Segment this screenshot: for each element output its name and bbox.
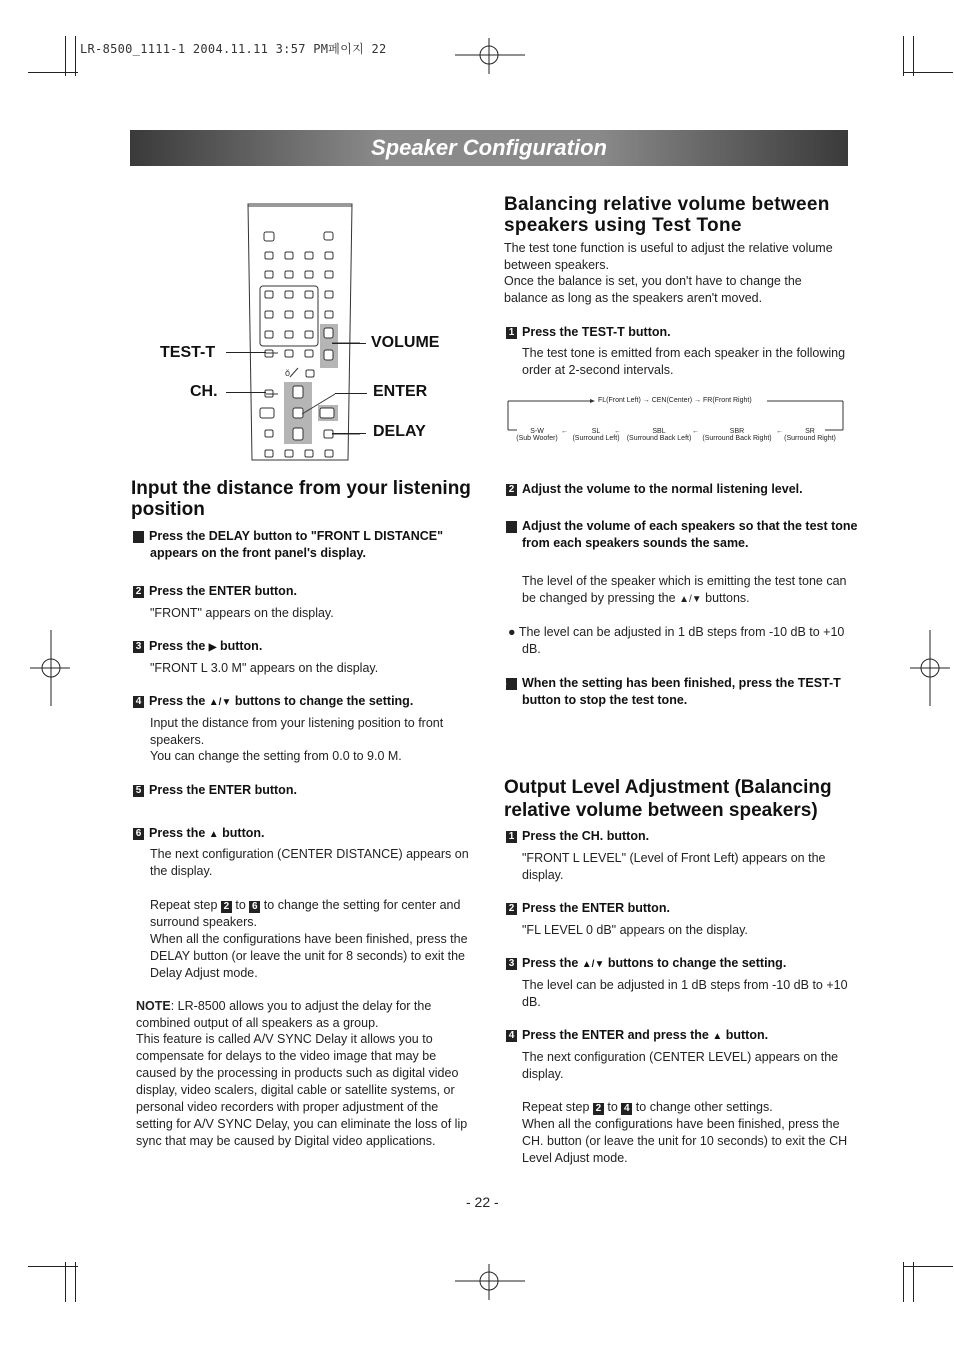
left-step-4-desc1: Input the distance from your listening position to front speakers. <box>150 716 444 747</box>
test-t-label: TEST-T <box>160 344 216 361</box>
crop-mark <box>903 72 953 73</box>
remote-control-illustration <box>240 200 360 462</box>
note-label: NOTE <box>136 999 171 1013</box>
right-step-3: 3 Adjust the volume of each speakers so that the test tone from each speakers sounds the same. <box>500 519 858 550</box>
page-title: Speaker Configuration <box>371 135 607 160</box>
section-heading-output-level: Output Level Adjustment (Balancing relative volume between speakers) <box>504 777 832 821</box>
left-step-2-desc: "FRONT" appears on the display. <box>150 606 334 620</box>
right-step-3-desc: The level of the speaker which is emitting the test tone can be changed by pressing the ▲/▼ buttons. <box>522 574 847 605</box>
right2-step-1-desc: "FRONT L LEVEL" (Level of Front Left) appears on the display. <box>522 851 826 882</box>
left-step-3-desc: "FRONT L 3.0 M" appears on the display. <box>150 661 379 675</box>
right-step-1-desc: The test tone is emitted from each speaker in the following order at 2-second intervals. <box>522 346 846 377</box>
right2-step-4-desc: The next configuration (CENTER LEVEL) appears on the display. <box>522 1050 839 1081</box>
tone-order-top: FL(Front Left) → CEN(Center) → FR(Front Right) <box>598 397 752 404</box>
crop-mark <box>65 1262 66 1302</box>
svg-text:ǒ: ǒ <box>285 368 291 378</box>
left-step-6-desc3: When all the configurations have been finished, press the DELAY button (or leave the unit for 8 seconds) to exit the Delay Adjust mode. <box>150 932 468 980</box>
section-heading-distance: Input the distance from your listening position <box>131 478 471 520</box>
registration-target-icon <box>455 36 525 76</box>
crop-mark <box>75 36 76 76</box>
up-down-arrows-icon: ▲/▼ <box>679 594 702 605</box>
ch-label: CH. <box>190 383 218 400</box>
right2-step-1: 1 Press the CH. button. <box>506 828 848 845</box>
registration-target-icon <box>30 630 70 706</box>
left-step-4: 4 Press the ▲/▼ buttons to change the setting. <box>133 693 476 711</box>
right2-step-4: 4 Press the ENTER and press the ▲ button. <box>506 1027 848 1045</box>
registration-target-icon <box>455 1262 525 1302</box>
page-number: - 22 - <box>466 1194 499 1210</box>
bullet-note: ● The level can be adjusted in 1 dB steps from -10 dB to +10 dB. <box>508 625 845 656</box>
right2-step-3: 3 Press the ▲/▼ buttons to change the setting. <box>506 955 848 973</box>
left-step-5: 5 Press the ENTER button. <box>133 782 476 799</box>
pointer-line <box>226 352 266 353</box>
delay-label: DELAY <box>373 423 426 440</box>
right-arrow-icon: ▶ <box>208 642 217 653</box>
left-step-1: 1 Press the DELAY button to "FRONT L DISTANCE" appears on the front panel's display. <box>127 529 444 560</box>
left-step-6-repeat: Repeat step 2 to 6 to change the setting for center and surround speakers. <box>150 898 461 929</box>
enter-label: ENTER <box>373 383 428 400</box>
up-down-arrows-icon: ▲/▼ <box>208 697 232 708</box>
crop-mark <box>75 1262 76 1302</box>
crop-mark <box>28 72 78 73</box>
left-step-6-desc1: The next configuration (CENTER DISTANCE) appears on the display. <box>150 847 469 878</box>
bullet-icon: ● <box>508 625 516 639</box>
test-tone-intro-1: The test tone function is useful to adjust the relative volume between speakers. <box>504 241 833 272</box>
pointer-line <box>226 392 266 393</box>
title-banner <box>130 130 848 166</box>
pointer-line <box>332 433 366 434</box>
right2-step-2: 2 Press the ENTER button. <box>506 900 848 917</box>
volume-label: VOLUME <box>371 334 440 351</box>
pointer-line <box>335 393 367 394</box>
up-arrow-icon: ▲ <box>208 829 219 840</box>
right-step-4: 4 When the setting has been finished, press the TEST-T button to stop the test tone. <box>500 676 841 707</box>
up-down-arrows-icon: ▲/▼ <box>581 959 605 970</box>
left-step-2: 2 Press the ENTER button. <box>133 583 476 600</box>
left-step-6: 6 Press the ▲ button. <box>133 825 476 843</box>
right-step-2: 2 Adjust the volume to the normal listening level. <box>506 481 848 498</box>
left-step-4-desc2: You can change the setting from 0.0 to 9.0 M. <box>150 749 402 763</box>
right2-step-3-desc: The level can be adjusted in 1 dB steps from -10 dB to +10 dB. <box>522 978 848 1009</box>
crop-mark <box>913 1262 914 1302</box>
up-arrow-icon: ▲ <box>712 1031 723 1042</box>
crop-mark <box>903 1262 904 1302</box>
crop-mark <box>65 36 66 76</box>
left-step-3: 3 Press the ▶ button. <box>133 638 476 656</box>
crop-mark <box>903 36 904 76</box>
right2-step-4-repeat: Repeat step 2 to 4 to change other settings. <box>522 1100 773 1114</box>
pointer-line <box>332 343 366 344</box>
section-heading-test-tone: Balancing relative volume between speakers using Test Tone <box>504 194 830 236</box>
test-tone-intro-2: Once the balance is set, you don't have to change the balance as long as the speakers aren't moved. <box>504 274 802 305</box>
print-header: LR-8500_1111-1 2004.11.11 3:57 PM페이지 22 <box>80 42 387 56</box>
registration-target-icon <box>910 630 950 706</box>
crop-mark <box>903 1266 953 1267</box>
crop-mark <box>913 36 914 76</box>
right-step-1: 1 Press the TEST-T button. <box>506 324 848 341</box>
right2-step-4-desc3: When all the configurations have been finished, press the CH. button (or leave the unit for 10 seconds) to exit the CH Level Adjust mode. <box>522 1117 848 1165</box>
crop-mark <box>28 1266 78 1267</box>
note-paragraph-2: This feature is called A/V SYNC Delay it allows you to compensate for delays to the video image that may be caused by the processing in products such as digital video display, video scalers, digital cable or satellite systems, or personal video recorders with proper adjustment of the setting for A/V SYNC Delay, you can eliminate the loss of lip sync that may be caused by Digital video applications. <box>136 1032 468 1148</box>
right2-step-2-desc: "FL LEVEL 0 dB" appears on the display. <box>522 923 748 937</box>
note-paragraph: NOTE: LR-8500 allows you to adjust the delay for the combined output of all speakers as a group. <box>136 999 432 1030</box>
